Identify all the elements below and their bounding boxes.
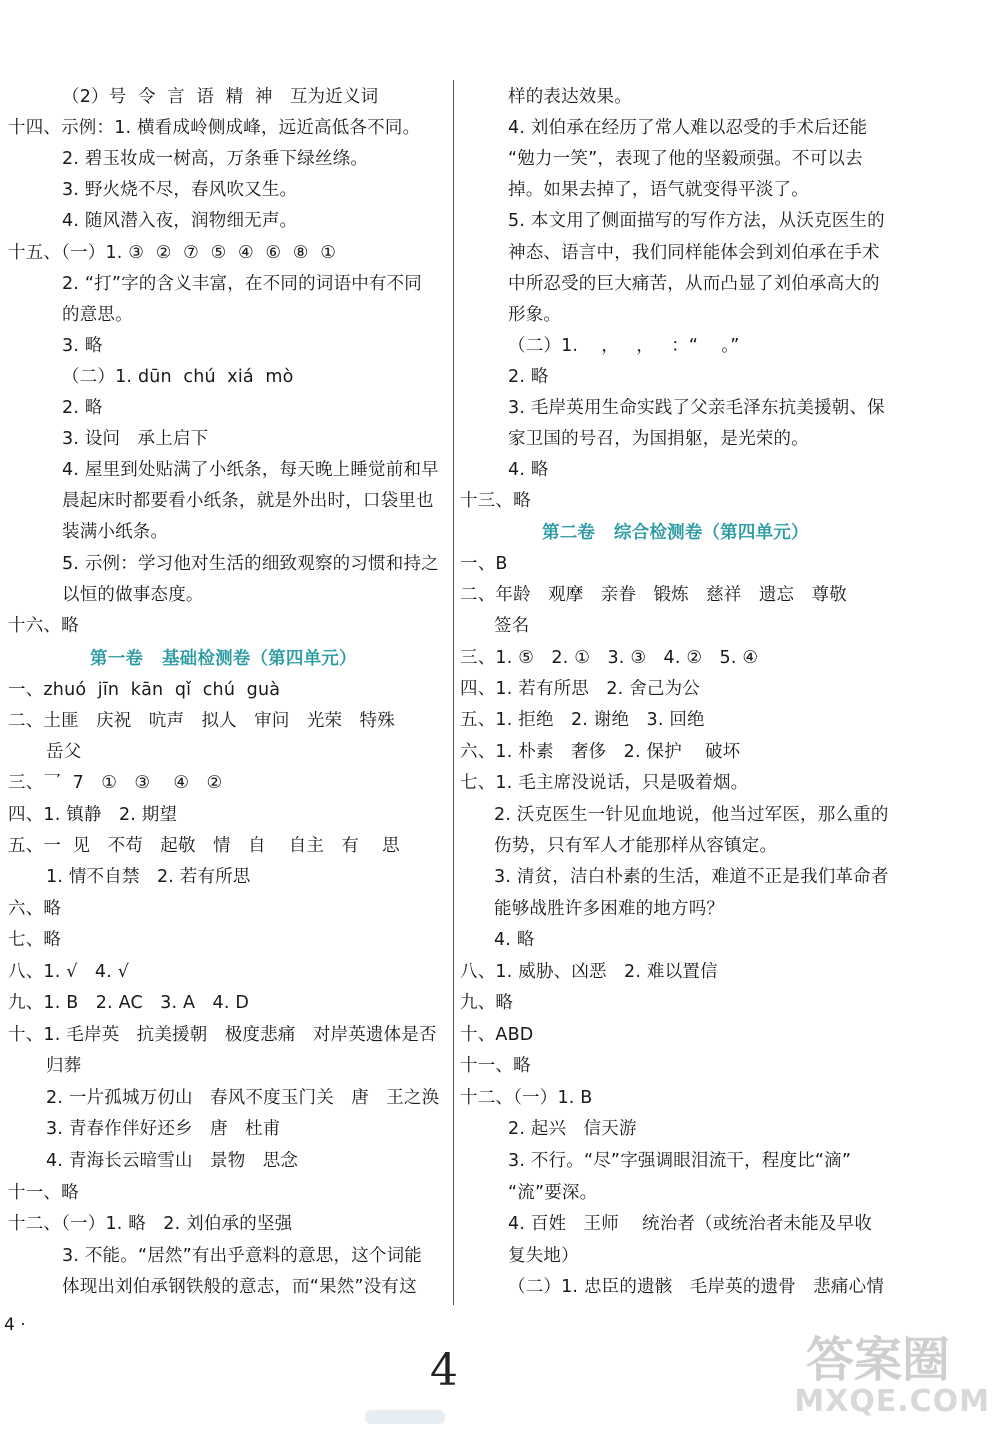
answer-line: 3. 不能。“居然”有出乎意料的意思，这个词能 [62, 1246, 422, 1266]
answer-line: 四、1. 若有所思 2. 舍己为公 [460, 679, 701, 699]
answer-line: 掉。如果去掉了，语气就变得平淡了。 [508, 180, 809, 200]
answer-line: 4. 刘伯承在经历了常人难以忍受的手术后还能 [508, 118, 868, 138]
answer-line: 5. 本文用了侧面描写的写作方法，从沃克医生的 [508, 211, 885, 231]
answer-line: 十、ABD [460, 1025, 534, 1045]
section-heading: 第二卷 综合检测卷（第四单元） [542, 523, 809, 543]
answer-line: 3. 毛岸英用生命实践了父亲毛泽东抗美援朝、保 [508, 398, 885, 418]
page-number: 4 · [4, 1315, 26, 1335]
answer-line: 3. 设问 承上启下 [62, 429, 209, 449]
answer-line: 十一、略 [8, 1183, 79, 1203]
answer-line: 八、1. √ 4. √ [8, 962, 130, 982]
answer-line: 十六、略 [8, 616, 79, 636]
answer-line: 3. 清贫，洁白朴素的生活，难道不正是我们革命者 [494, 867, 889, 887]
answer-line: 四、1. 镇静 2. 期望 [8, 805, 178, 825]
answer-line: 十二、（一）1. 略 2. 刘伯承的坚强 [8, 1214, 293, 1234]
answer-line: 的意思。 [62, 305, 133, 325]
answer-line: 4. 百姓 王师 统治者（或统治者未能及早收 [508, 1214, 873, 1234]
answer-line: 一、B [460, 554, 508, 574]
answer-line: 九、1. B 2. AC 3. A 4. D [8, 993, 250, 1013]
answer-line: 1. 情不自禁 2. 若有所思 [46, 867, 251, 887]
answer-line: 形象。 [508, 305, 562, 325]
answer-line: 五、一 见 不苟 起敬 情 自 自主 有 思 [8, 836, 400, 856]
answer-line: “流”要深。 [508, 1183, 598, 1203]
answer-line: （二）1. 忠臣的遗骸 毛岸英的遗骨 悲痛心情 [508, 1277, 885, 1297]
answer-line: 十、1. 毛岸英 抗美援朝 极度悲痛 对岸英遗体是否 [8, 1025, 437, 1045]
scan-artifact [365, 1410, 445, 1424]
answer-line: 5. 示例：学习他对生活的细致观察的习惯和持之 [62, 554, 439, 574]
answer-line: （二）1. ， ， ：“ 。” [508, 336, 740, 356]
answer-line: 晨起床时都要看小纸条，就是外出时，口袋里也 [62, 491, 434, 511]
answer-line: 神态、语言中，我们同样能体会到刘伯承在手术 [508, 243, 880, 263]
answer-line: 2. 略 [62, 398, 103, 418]
answer-line: 十四、示例：1. 横看成岭侧成峰，远近高低各不同。 [8, 118, 421, 138]
answer-line: 伤势，只有军人才能那样从容镇定。 [494, 836, 778, 856]
answer-line: 五、1. 拒绝 2. 谢绝 3. 回绝 [460, 710, 705, 730]
answer-line: 十五、（一）1. ③ ② ⑦ ⑤ ④ ⑥ ⑧ ① [8, 243, 337, 263]
answer-line: 三、乛 7 ① ③ ④ ② [8, 773, 223, 793]
answer-line: 岳父 [46, 742, 82, 762]
answer-line: 七、略 [8, 930, 62, 950]
answer-line: 十二、（一）1. B [460, 1088, 593, 1108]
answer-line: 家卫国的号召，为国捐躯，是光荣的。 [508, 429, 809, 449]
watermark-logo-text: 答案圈 [805, 1332, 950, 1388]
answer-line: 六、略 [8, 899, 62, 919]
answer-line: 4. 屋里到处贴满了小纸条，每天晚上睡觉前和早 [62, 460, 439, 480]
answer-line: 4. 略 [508, 460, 549, 480]
answer-line: 以恒的做事态度。 [62, 585, 204, 605]
answer-line: 八、1. 威胁、凶恶 2. 难以置信 [460, 962, 718, 982]
answer-line: 2. 沃克医生一针见血地说，他当过军医，那么重的 [494, 805, 889, 825]
answer-line: 三、1. ⑤ 2. ① 3. ③ 4. ② 5. ④ [460, 648, 759, 668]
answer-line: “勉力一笑”，表现了他的坚毅顽强。不可以去 [508, 149, 863, 169]
answer-line: 样的表达效果。 [508, 87, 632, 107]
answer-line: 归葬 [46, 1056, 82, 1076]
answer-line: 4. 随风潜入夜，润物细无声。 [62, 211, 298, 231]
answer-line: 2. 碧玉妆成一树高，万条垂下绿丝绦。 [62, 149, 369, 169]
answer-line: 十一、略 [460, 1056, 531, 1076]
answer-line: 3. 野火烧不尽，春风吹又生。 [62, 180, 298, 200]
answer-line: （二）1. dūn chú xiá mò [62, 367, 294, 387]
answer-line: 3. 青春作伴好还乡 唐 杜甫 [46, 1119, 281, 1139]
answer-line: 十三、略 [460, 491, 531, 511]
answer-line: 2. 起兴 信天游 [508, 1119, 637, 1139]
section-heading: 第一卷 基础检测卷（第四单元） [90, 649, 357, 669]
answer-line: 3. 不行。“尽”字强调眼泪流干，程度比“滴” [508, 1151, 852, 1171]
answer-line: 复失地） [508, 1246, 579, 1266]
site-watermark [730, 1321, 990, 1421]
answer-line: 体现出刘伯承钢铁般的意志，而“果然”没有这 [62, 1277, 417, 1297]
answer-line: 装满小纸条。 [62, 522, 169, 542]
answer-line: 签名 [494, 616, 530, 636]
answer-line: （2）号 令 言 语 精 神 互为近义词 [62, 87, 379, 107]
answer-line: 3. 略 [62, 336, 103, 356]
answer-line: 一、zhuó jīn kān qǐ chú guà [8, 680, 281, 700]
answer-line: 六、1. 朴素 奢侈 2. 保护 破坏 [460, 742, 741, 762]
answer-line: 2. “打”字的含义丰富，在不同的词语中有不同 [62, 274, 422, 294]
answer-line: 七、1. 毛主席没说话，只是吸着烟。 [460, 773, 749, 793]
answer-line: 二、土匪 庆祝 吭声 拟人 审问 光荣 特殊 [8, 711, 395, 731]
answer-line: 4. 略 [494, 930, 535, 950]
answer-line: 二、年龄 观摩 亲眷 锻炼 慈祥 遗忘 尊敬 [460, 585, 847, 605]
answer-line: 2. 略 [508, 367, 549, 387]
answer-line: 2. 一片孤城万仞山 春风不度玉门关 唐 王之涣 [46, 1088, 440, 1108]
watermark-url: MXQE.COM [794, 1384, 990, 1419]
answer-line: 4. 青海长云暗雪山 景物 思念 [46, 1151, 299, 1171]
answer-line: 中所忍受的巨大痛苦，从而凸显了刘伯承高大的 [508, 274, 880, 294]
answer-line: 九、略 [460, 993, 514, 1013]
column-divider [453, 80, 454, 1305]
handwritten-page-mark: 4 [430, 1345, 458, 1396]
answer-line: 能够战胜许多困难的地方吗？ [494, 899, 725, 919]
